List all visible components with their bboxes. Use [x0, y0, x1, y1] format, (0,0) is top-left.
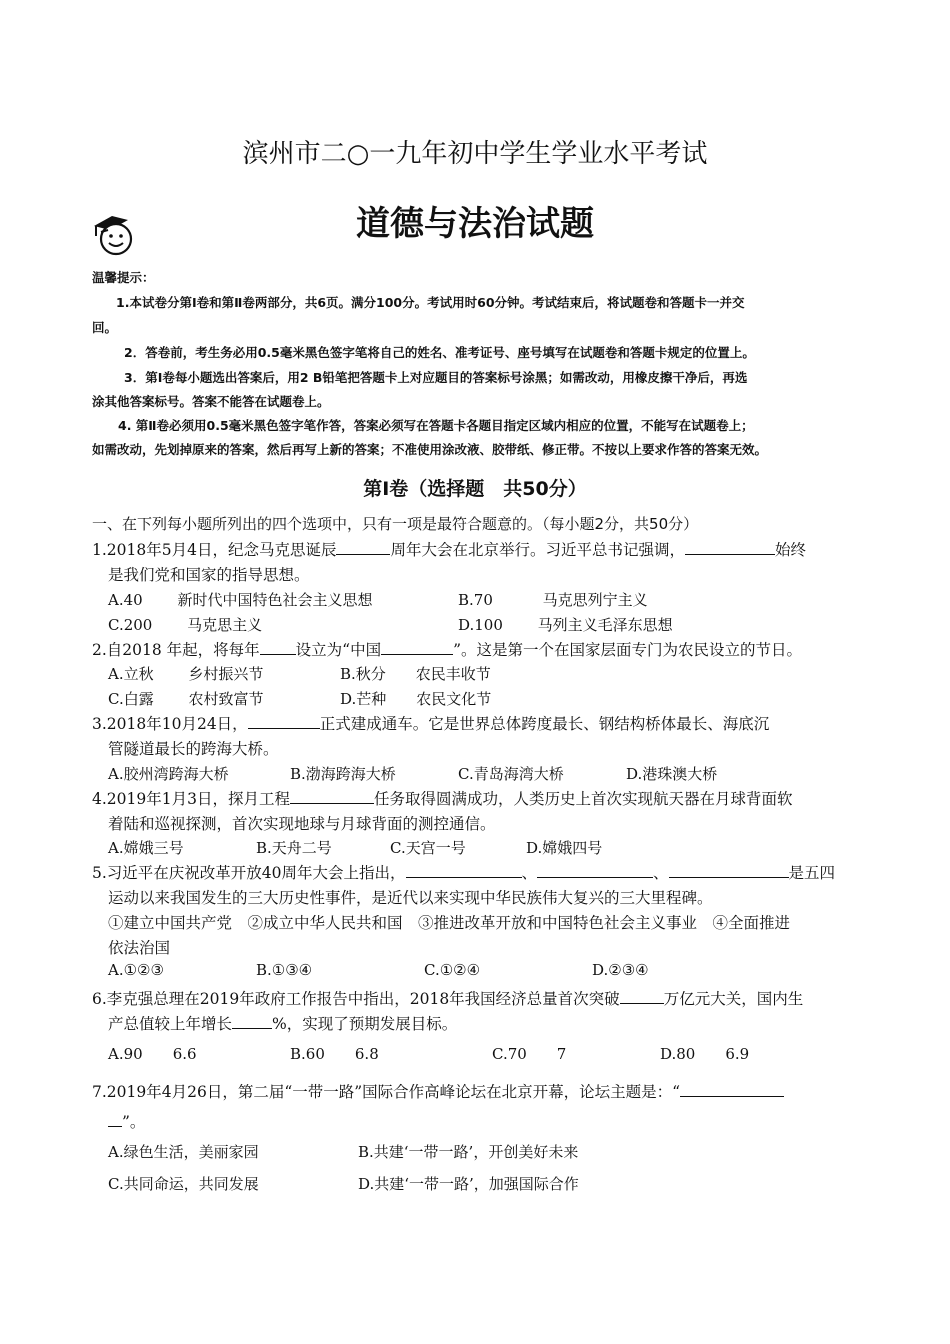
q5-option-d[interactable]: D.②③④ — [592, 961, 649, 979]
q6-option-b[interactable]: B.60 6.8 — [290, 1045, 379, 1063]
tip-3-cont: 涂其他答案标号。答案不能答在试题卷上。 — [92, 394, 330, 409]
question-6: 6.李克强总理在2019年政府工作报告中指出，2018年我国经济总量首次突破 万亿元大关，国内生 — [92, 990, 804, 1008]
question-5: 5.习近平在庆祝改革开放40周年大会上指出， 、 、 是五四 — [92, 864, 836, 882]
q4-option-d[interactable]: D.嫦娥四号 — [526, 839, 603, 857]
q2-option-a[interactable]: A.立秋 乡村振兴节 — [108, 665, 264, 683]
question-7-cont: ”。 — [108, 1110, 145, 1132]
exam-title: 滨州市二○一九年初中学生学业水平考试 — [242, 139, 708, 169]
q2-option-b[interactable]: B.秋分 农民丰收节 — [340, 665, 491, 683]
q5-option-b[interactable]: B.①③④ — [256, 961, 313, 979]
q5-option-c[interactable]: C.①②④ — [424, 961, 481, 979]
q6-option-c[interactable]: C.70 7 — [492, 1045, 567, 1063]
question-5-items: ①建立中国共产党 ②成立中华人民共和国 ③推进改革开放和中国特色社会主义事业 ④全面推进 — [108, 914, 791, 932]
q7-option-d[interactable]: D.共建‘一带一路’，加强国际合作 — [358, 1175, 579, 1193]
question-2: 2.自2018 年起，将每年 设立为“中国 ”。这是第一个在国家层面专门为农民设立的节日。 — [92, 641, 803, 659]
section-title: 第Ⅰ卷（选择题 共50分） — [363, 478, 587, 500]
q4-option-a[interactable]: A.嫦娥三号 — [108, 839, 184, 857]
q4-option-b[interactable]: B.天舟二号 — [256, 839, 332, 857]
section-instruction: 一、在下列每小题所列出的四个选项中，只有一项是最符合题意的。（每小题2分，共50分） — [92, 515, 699, 533]
tip-1-cont: 回。 — [92, 320, 118, 335]
question-5-cont: 运动以来我国发生的三大历史性事件，是近代以来实现中华民族伟大复兴的三大里程碑。 — [108, 889, 713, 907]
q3-option-c[interactable]: C.青岛海湾大桥 — [458, 765, 564, 783]
tip-2: 2．答卷前，考生务必用0.5毫米黑色签字笔将自己的姓名、准考证号、座号填写在试题卷和答题卡规定的位置上。 — [124, 345, 755, 360]
q6-option-a[interactable]: A.90 6.6 — [108, 1045, 197, 1063]
tips-label: 温馨提示： — [92, 270, 155, 285]
q2-option-c[interactable]: C.白露 农村致富节 — [108, 690, 264, 708]
q1-option-b[interactable]: B.70 马克思列宁主义 — [458, 591, 648, 609]
question-3-cont: 管隧道最长的跨海大桥。 — [108, 740, 279, 758]
question-4: 4.2019年1月3日，探月工程 任务取得圆满成功，人类历史上首次实现航天器在月球背面软 — [92, 790, 793, 808]
question-6-cont: 产总值较上年增长 %，实现了预期发展目标。 — [108, 1015, 458, 1033]
tip-4: 4. 第Ⅱ卷必须用0.5毫米黑色签字笔作答，答案必须写在答题卡各题目指定区域内相应的位置，不能写在试题卷上； — [118, 418, 754, 433]
q3-option-a[interactable]: A.胶州湾跨海大桥 — [108, 765, 229, 783]
question-1-cont: 是我们党和国家的指导思想。 — [108, 566, 310, 584]
tip-3: 3．第Ⅰ卷每小题选出答案后，用2 B铅笔把答题卡上对应题目的答案标号涂黑；如需改动，用橡皮擦干净后，再选 — [124, 370, 748, 385]
tip-1: 1.本试卷分第Ⅰ卷和第Ⅱ卷两部分，共6页。满分100分。考试用时60分钟。考试结束后，将试题卷和答题卡一并交 — [116, 295, 745, 310]
q4-option-c[interactable]: C.天宫一号 — [390, 839, 466, 857]
q7-option-c[interactable]: C.共同命运，共同发展 — [108, 1175, 259, 1193]
smiley-graduate-icon — [88, 208, 140, 260]
q7-option-b[interactable]: B.共建‘一带一路’，开创美好未来 — [358, 1143, 579, 1161]
subject-title: 道德与法治试题 — [356, 204, 594, 244]
question-3: 3.2018年10月24日， 正式建成通车。它是世界总体跨度最长、钢结构桥体最长、海底沉 — [92, 715, 770, 733]
question-5-items-cont: 依法治国 — [108, 939, 171, 957]
q7-option-a[interactable]: A.绿色生活，美丽家园 — [108, 1143, 259, 1161]
q2-option-d[interactable]: D.芒种 农民文化节 — [340, 690, 492, 708]
q1-option-a[interactable]: A.40 新时代中国特色社会主义思想 — [108, 591, 373, 609]
q6-option-d[interactable]: D.80 6.9 — [660, 1045, 750, 1063]
q5-option-a[interactable]: A.①②③ — [108, 961, 164, 979]
q3-option-d[interactable]: D.港珠澳大桥 — [626, 765, 718, 783]
tip-4-cont: 如需改动，先划掉原来的答案，然后再写上新的答案；不准使用涂改液、胶带纸、修正带。不按以上要求作答的答案无效。 — [92, 442, 768, 457]
question-7: 7.2019年4月26日，第二届“一带一路”国际合作高峰论坛在北京开幕，论坛主题是：“ — [92, 1080, 784, 1102]
question-4-cont: 着陆和巡视探测，首次实现地球与月球背面的测控通信。 — [108, 815, 496, 833]
q1-option-d[interactable]: D.100 马列主义毛泽东思想 — [458, 616, 673, 634]
question-1: 1.2018年5月4日，纪念马克思诞辰 周年大会在北京举行。习近平总书记强调， 始终 — [92, 541, 806, 559]
q3-option-b[interactable]: B.渤海跨海大桥 — [290, 765, 396, 783]
q1-option-c[interactable]: C.200 马克思主义 — [108, 616, 263, 634]
